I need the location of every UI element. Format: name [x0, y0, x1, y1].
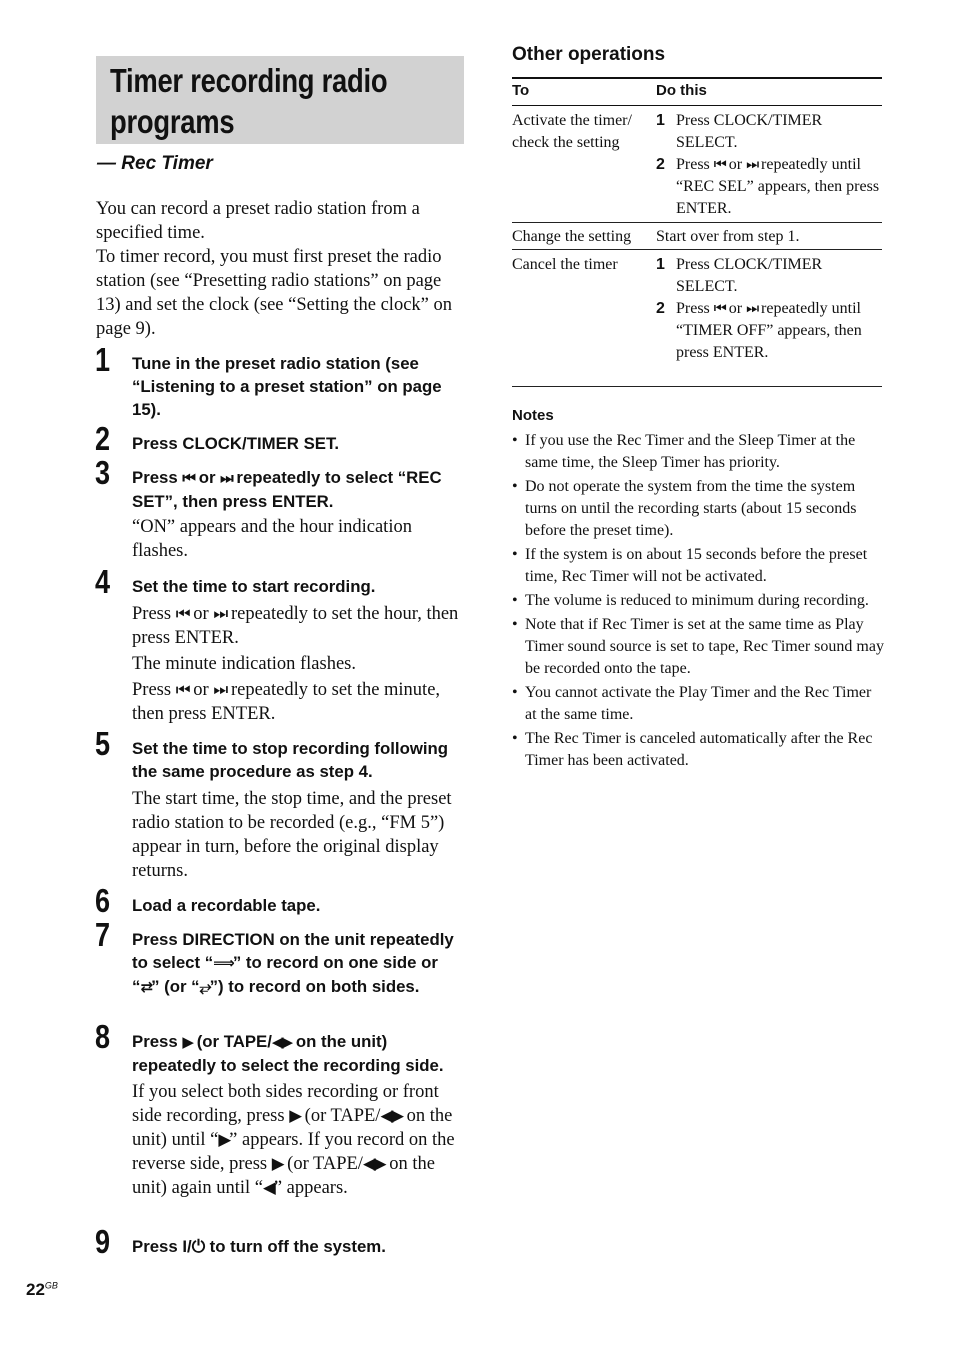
table-header	[512, 77, 882, 106]
tape-direction-icon: ◀▶	[362, 1154, 385, 1173]
page-number: $22^{GB}$	[26, 1280, 58, 1299]
step-heading: Load a recordable tape.	[132, 896, 321, 915]
bullet-icon: •	[512, 592, 518, 609]
step-body: If you select both sides recording or front side recording, press ▶ (or TAPE/◀▶ on the unit) until “▶” appears. If you record on the reverse side, press ▶ (or TAPE/◀▶ on the unit) again until “◀” appears.	[132, 1082, 455, 1198]
step-body: Press ⏮ or ⏭ repeatedly to set the hour, then press ENTER. The minute indication flashes. Press ⏮ or ⏭ repeatedly to set the minute, then press ENTER.	[132, 604, 459, 724]
intro-paragraph: You can record a preset radio station from a specified time.	[96, 199, 420, 243]
next-track-icon: ⏭	[213, 604, 227, 623]
list-item: • The Rec Timer is canceled automatically after the Rec Timer has been activated.	[512, 730, 873, 769]
notes-title: Notes	[512, 407, 554, 424]
next-track-icon: ⏭	[746, 157, 758, 173]
list-item: • The volume is reduced to minimum during recording.	[512, 590, 884, 612]
step-number: 3	[95, 454, 111, 491]
row-instructions: 1 Press CLOCK/TIMER SELECT. 2 Press ⏮ or ⏭ repeatedly until “TIMER OFF” appears, then press ENTER.	[656, 256, 862, 361]
step-number: 8	[95, 1018, 111, 1055]
list-item: • Do not operate the system from the time the system turns on until the recording starts (about 15 seconds before the preset time).	[512, 478, 857, 539]
intro-text	[96, 197, 468, 341]
relay-direction-icon: ⥂	[199, 978, 210, 996]
list-item: • If you use the Rec Timer and the Sleep Timer at the same time, the Sleep Timer has priority.	[512, 432, 856, 471]
prev-track-icon: ⏮	[713, 157, 725, 173]
other-operations-title: Other operations	[512, 44, 666, 65]
bullet-icon: •	[512, 684, 518, 701]
step-body: “ON” appears and the hour indication flashes.	[132, 517, 412, 561]
column-header-to: To	[512, 82, 530, 99]
step-heading: Press DIRECTION on the unit repeatedly to select “⟹” to record on one side or “⇄” (or “⥂”) to record on both sides.	[132, 930, 454, 996]
intro-paragraph: To timer record, you must first preset the radio station (see “Presetting radio stations” on page 13) and set the clock (see “Setting the clock” on page 9).	[96, 247, 452, 339]
row-label: Cancel the timer	[512, 256, 618, 273]
step-number: 1	[95, 341, 111, 378]
step-heading: Press CLOCK/TIMER SET.	[132, 434, 340, 453]
page-subtitle: — Rec Timer	[97, 153, 213, 174]
bullet-icon: •	[512, 546, 518, 563]
play-icon: ▶	[289, 1106, 301, 1125]
step-body: The start time, the stop time, and the preset radio station to be recorded (e.g., “FM 5”) appear in turn, before the original display returns.	[132, 789, 452, 881]
row-label: Activate the timer/ check the setting	[512, 112, 632, 151]
tape-direction-icon: ◀▶	[380, 1106, 403, 1125]
page-title: Timer recording radio programs	[110, 62, 388, 140]
bullet-icon: •	[512, 432, 518, 449]
prev-track-icon: ⏮	[175, 680, 189, 699]
prev-track-icon: ⏮	[182, 469, 195, 487]
play-icon: ▶	[182, 1033, 193, 1051]
reverse-play-icon: ◀	[263, 1178, 274, 1197]
play-icon: ▶	[218, 1130, 230, 1149]
bullet-icon: •	[512, 478, 518, 495]
step-number: 9	[95, 1223, 111, 1260]
table-row	[512, 106, 882, 223]
next-track-icon: ⏭	[220, 469, 232, 487]
step-number: 2	[95, 420, 111, 457]
other-operations-table	[512, 77, 882, 387]
table-row	[512, 250, 882, 387]
next-track-icon: ⏭	[746, 301, 758, 317]
step-heading: Tune in the preset radio station (see “Listening to a preset station” on page 15).	[132, 354, 442, 419]
one-side-direction-icon: ⟹	[213, 954, 233, 972]
notes-list	[512, 430, 884, 774]
prev-track-icon: ⏮	[713, 301, 725, 317]
list-item: • If the system is on about 15 seconds before the preset time, Rec Timer will not be activated.	[512, 546, 868, 585]
play-icon: ▶	[271, 1154, 283, 1173]
both-sides-direction-icon: ⇄	[140, 978, 152, 996]
row-instructions: 1 Press CLOCK/TIMER SELECT. 2 Press ⏮ or ⏭ repeatedly until “REC SEL” appears, then press ENTER.	[656, 112, 880, 217]
row-label: Change the setting	[512, 228, 632, 245]
row-instructions: Start over from step 1.	[656, 228, 800, 245]
step-heading: Press I/⏻ to turn off the system.	[132, 1237, 386, 1256]
next-track-icon: ⏭	[213, 680, 227, 699]
tape-direction-icon: ◀▶	[271, 1033, 292, 1051]
step-heading: Set the time to stop recording following the same procedure as step 4.	[132, 739, 449, 781]
step-heading: Press ▶ (or TAPE/◀▶ on the unit) repeatedly to select the recording side.	[132, 1032, 444, 1075]
column-header-do-this: Do this	[656, 82, 707, 99]
step-number: 4	[95, 563, 111, 600]
bullet-icon: •	[512, 616, 518, 633]
step-number: 6	[95, 882, 111, 919]
step-heading: Press ⏮ or ⏭ repeatedly to select “REC SET”, then press ENTER.	[132, 468, 442, 511]
list-item: • You cannot activate the Play Timer and the Rec Timer at the same time.	[512, 684, 872, 723]
list-item: • Note that if Rec Timer is set at the same time as Play Timer sound source is set to tape, Rec Timer sound may be recorded onto the tape.	[512, 616, 884, 677]
step-number: 7	[95, 916, 111, 953]
title-banner	[96, 56, 464, 144]
bullet-icon: •	[512, 730, 518, 747]
prev-track-icon: ⏮	[175, 604, 189, 623]
step-heading: Set the time to start recording.	[132, 577, 376, 596]
step-number: 5	[95, 725, 111, 762]
table-row	[512, 223, 882, 250]
